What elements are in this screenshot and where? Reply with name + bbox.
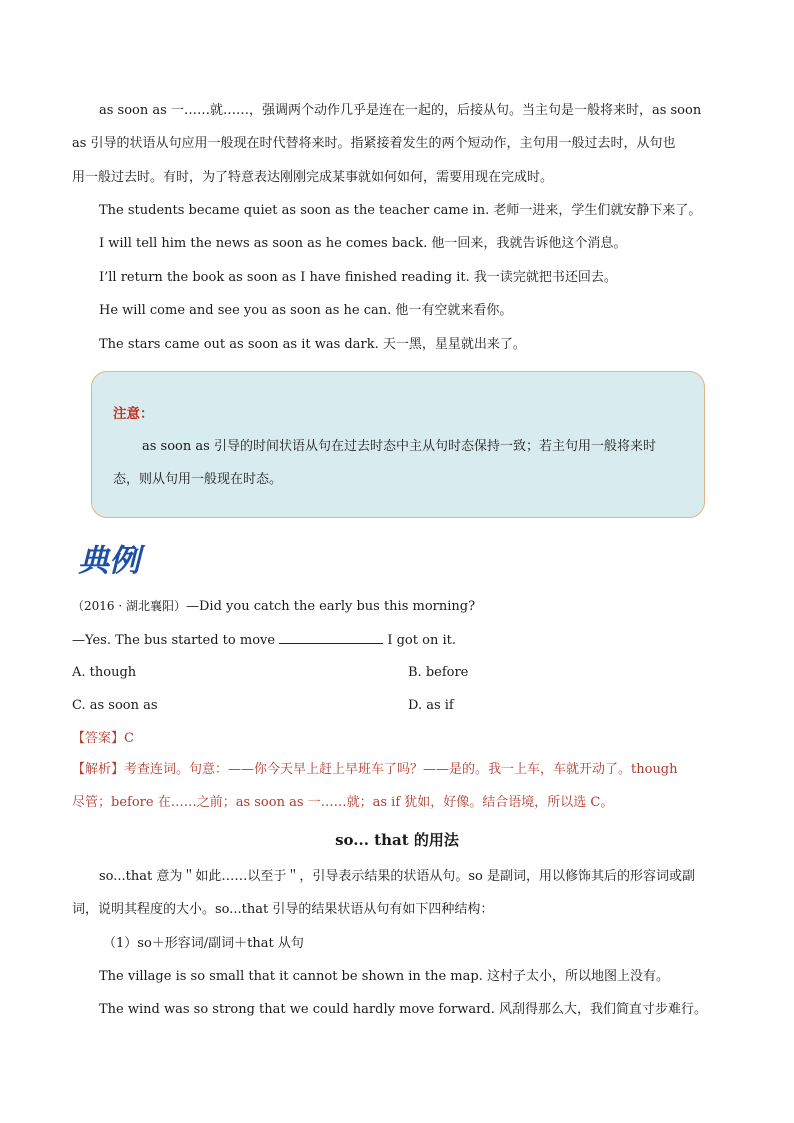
section2-line-1: so...that 意为＂如此……以至于＂，引导表示结果的状语从句。so 是副词，用以修饰其后的形容词或副 <box>99 869 696 884</box>
question-reply-end: I got on it. <box>387 633 456 648</box>
intro-line-2: as 引导的状语从句应用一般现在时代替将来时。指紧接着发生的两个短动作，主句用一般过去时，从句也 <box>72 136 676 151</box>
example-logo-icon <box>76 540 152 578</box>
intro-line-3: 用一般过去时。有时，为了特意表达刚刚完成某事就如何如何，需要用现在完成时。 <box>72 170 554 185</box>
example-sentence-1: The students became quiet as soon as the teacher came in. 老师一进来，学生们就安静下来了。 <box>99 203 702 218</box>
option-d: D. as if <box>408 698 454 713</box>
analysis-line-1 <box>72 760 678 780</box>
option-a: A. though <box>72 665 137 680</box>
section2-example-1: The village is so small that it cannot be shown in the map. 这村子太小，所以地图上没有。 <box>99 969 669 984</box>
question-stem <box>72 596 475 617</box>
logo-text: 典例 <box>78 543 140 578</box>
example-sentence-3: I’ll return the book as soon as I have finished reading it. 我一读完就把书还回去。 <box>99 270 617 285</box>
note-line-1: as soon as 引导的时间状语从句在过去时态中主从句时态保持一致；若主句用一般将来时 <box>142 439 656 454</box>
question-line-2 <box>72 630 456 651</box>
answer-label: 【答案】 <box>72 731 125 746</box>
question-reply: —Yes. The bus started to move <box>72 633 276 648</box>
section2-example-2: The wind was so strong that we could hardly move forward. 风刮得那么大，我们简直寸步难行。 <box>99 1002 707 1017</box>
section-heading: so... that 的用法 <box>335 831 459 849</box>
analysis-text-1: 考查连词。句意：——你今天早上赶上早班车了吗？——是的。我一上车，车就开动了。though <box>124 762 678 777</box>
section2-line-2: 词，说明其程度的大小。so...that 引导的结果状语从句有如下四种结构： <box>72 902 494 917</box>
question-text: —Did you catch the early bus this morning? <box>185 599 476 614</box>
answer-line <box>72 729 134 749</box>
answer-value: C <box>124 731 134 746</box>
example-sentence-4: He will come and see you as soon as he can. 他一有空就来看你。 <box>99 303 513 318</box>
option-b: B. before <box>408 665 469 680</box>
answer-blank <box>279 630 383 644</box>
option-c: C. as soon as <box>72 698 158 713</box>
example-sentence-2: I will tell him the news as soon as he comes back. 他一回来，我就告诉他这个消息。 <box>99 236 627 251</box>
note-line-2: 态，则从句用一般现在时态。 <box>113 472 283 487</box>
example-sentence-5: The stars came out as soon as it was dark. 天一黑，星星就出来了。 <box>99 337 526 352</box>
structure-1: （1）so＋形容词/副词＋that 从句 <box>103 936 304 951</box>
note-box <box>91 371 705 518</box>
question-source: （2016 · 湖北襄阳） <box>72 599 186 613</box>
analysis-label: 【解析】 <box>72 762 125 777</box>
analysis-line-2: 尽管；before 在……之前；as soon as 一……就；as if 犹如，好像。结合语境，所以选 C。 <box>72 795 614 810</box>
intro-line-1: as soon as 一……就……，强调两个动作几乎是连在一起的，后接从句。当主句是一般将来时，as soon <box>99 103 702 118</box>
note-title: 注意： <box>113 406 154 422</box>
